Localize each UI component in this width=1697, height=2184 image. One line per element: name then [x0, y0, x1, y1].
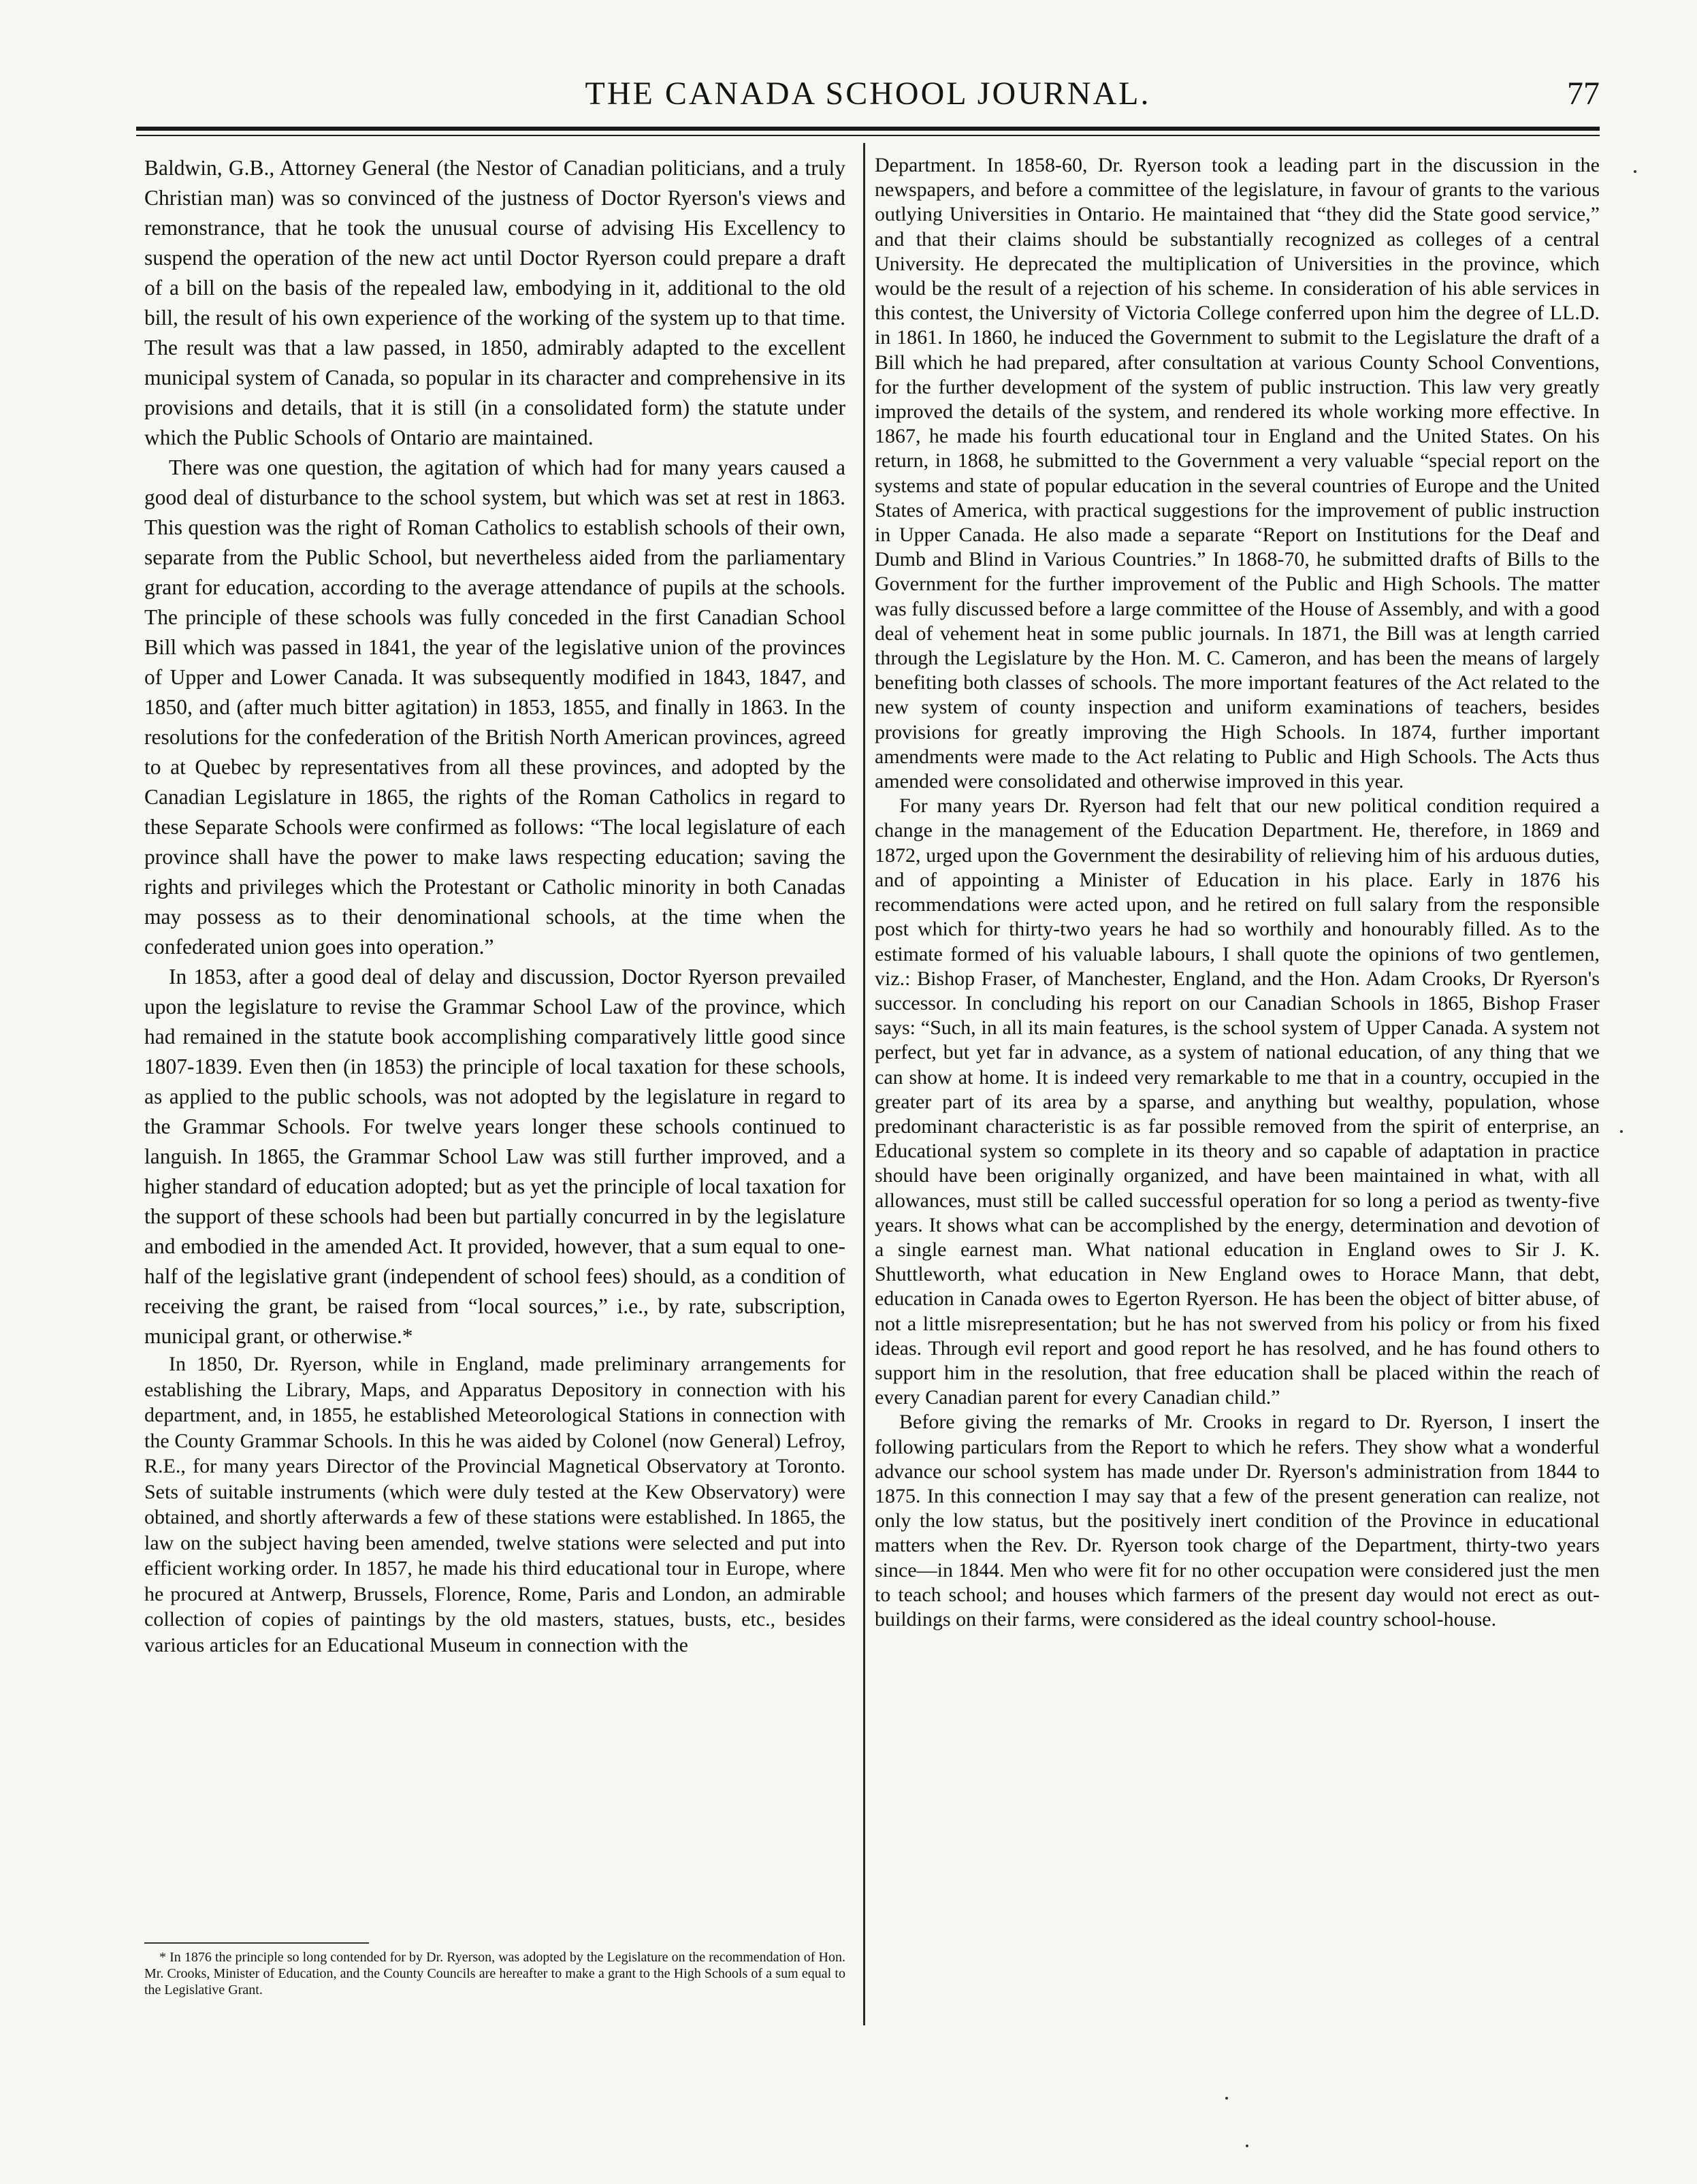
running-header	[136, 67, 1600, 121]
header-rule-thin	[136, 135, 1600, 136]
left-paragraph-3: In 1853, after a good deal of delay and discussion, Doctor Ryerson prevailed upon the legislature to revise the Grammar School Law of the province, which had remained in the statute book accomplishing comparatively little good since 1807-1839. Even then (in 1853) the principle of local taxation for these schools, as applied to the public schools, was not adopted by the legislature in regard to the Grammar Schools. For twelve years longer these schools continued to languish. In 1865, the Grammar School Law was still further improved, and a higher standard of education adopted; but as yet the principle of local taxation for the support of these schools had been but partially concurred in by the legislature and embodied in the amended Act. It provided, however, that a sum equal to one-half of the legislative grant (independent of school fees) should, as a condition of receiving the grant, be raised from “local sources,” i.e., by rate, subscription, municipal grant, or otherwise.*	[144, 965, 845, 1348]
print-speck	[1620, 1130, 1623, 1133]
left-column	[144, 153, 845, 1658]
right-paragraph-2: For many years Dr. Ryerson had felt that our new political condition required a change in the management of the Education Department. He, therefore, in 1869 and 1872, urged upon the Government the desirability of relieving him of his arduous duties, and of appointing a Minister of Education in his place. Early in 1876 his recommendations were acted upon, and he retired on full salary from the responsible post which for thirty-two years he had so worthily and honourably filled. As to the estimate formed of his valuable labours, I shall quote the opinions of two gentlemen, viz.: Bishop Fraser, of Manchester, England, and the Hon. Adam Crooks, Dr Ryerson's successor. In concluding his report on our Canadian Schools in 1865, Bishop Fraser says: “Such, in all its main features, is the school system of Upper Canada. A system not perfect, but yet far in advance, as a system of national education, of any thing that we can show at home. It is indeed very remarkable to me that in a country, occupied in the greater part of its area by a sparse, and anything but wealthy, population, whose predominant characteristic is as far possible removed from the spirit of enterprise, an Educational system so complete in its theory and so capable of adaptation in practice should have been originally organized, and have been maintained in what, with all allowances, must still be called successful operation for so long a period as twenty-five years. It shows what can be accomplished by the energy, determination and devotion of a single earnest man. What national education in England owes to Sir J. K. Shuttleworth, what education in New England owes to Horace Mann, that debt, education in Canada owes to Egerton Ryerson. He has been the object of bitter abuse, of not a little misrepresentation; but he has not swerved from his policy or from his fixed ideas. Through evil report and good report he has resolved, and he has found others to support him in the resolution, that free education shall be placed within the reach of every Canadian parent for every Canadian child.”	[875, 794, 1600, 1409]
left-paragraph-1: Baldwin, G.B., Attorney General (the Nestor of Canadian politicians, and a truly Christian man) was so convinced of the justness of Doctor Ryerson's views and remonstrance, that he took the unusual course of advising His Excellency to suspend the operation of the new act until Doctor Ryerson could prepare a draft of a bill on the basis of the repealed law, embodying in it, additional to the old bill, the result of his own experience of the working of the system up to that time. The result was that a law passed, in 1850, admirably adapted to the excellent municipal system of Canada, so popular in its character and comprehensive in its provisions and details, that it is still (in a consolidated form) the statute under which the Public Schools of Ontario are maintained.	[144, 156, 845, 449]
print-speck	[1634, 170, 1636, 173]
header-rule-thick	[136, 127, 1600, 131]
column-divider	[863, 143, 865, 2025]
footnote-rule	[144, 1942, 369, 1944]
print-speck	[1246, 2145, 1248, 2147]
page-number: 77	[1567, 76, 1600, 112]
right-paragraph-3: Before giving the remarks of Mr. Crooks in regard to Dr. Ryerson, I insert the following particulars from the Report to which he refers. They show what a wonderful advance our school system has made under Dr. Ryerson's administration from 1844 to 1875. In this connection I may say that a few of the present generation can realize, not only the low status, but the positively inert condition of the Province in educational matters when the Rev. Dr. Ryerson took charge of the Department, thirty-two years since—in 1844. Men who were fit for no other occupation were considered just the men to teach school; and houses which farmers of the present day would not erect as out-buildings on their farms, were considered as the ideal country school-house.	[875, 1411, 1600, 1631]
journal-title: THE CANADA SCHOOL JOURNAL.	[585, 76, 1151, 112]
footnote: * In 1876 the principle so long contended for by Dr. Ryerson, was adopted by the Legislature on the recommendation of Hon. Mr. Crooks, Minister of Education, and the County Councils are hereafter to make a grant to the High Schools of a sum equal to the Legislative Grant.	[144, 1950, 845, 1997]
left-paragraph-4: In 1850, Dr. Ryerson, while in England, made preliminary arrangements for establishing the Library, Maps, and Apparatus Depository in connection with his department, and, in 1855, he established Meteorological Stations in connection with the County Grammar Schools. In this he was aided by Colonel (now General) Lefroy, R.E., for many years Director of the Provincial Magnetical Observatory at Toronto. Sets of suitable instruments (which were duly tested at the Kew Observatory) were obtained, and shortly afterwards a few of these stations were established. In 1865, the law on the subject having been amended, twelve stations were selected and put into efficient working order. In 1857, he made his third educational tour in Europe, where he procured at Antwerp, Brussels, Florence, Rome, Paris and London, an admirable collection of copies of paintings by the old masters, statues, busts, etc., besides various articles for an Educational Museum in connection with the	[144, 1353, 845, 1656]
right-column	[875, 153, 1600, 1632]
right-paragraph-1: Department. In 1858-60, Dr. Ryerson took a leading part in the discussion in the newspapers, and before a committee of the legislature, in favour of grants to the various outlying Universities in Ontario. He maintained that “they did the State good service,” and that their claims should be substantially recognized as colleges of a central University. He deprecated the multiplication of Universities in the province, which would be the result of a rejection of his scheme. In consideration of his able services in this contest, the University of Victoria College conferred upon him the degree of LL.D. in 1861. In 1860, he induced the Government to submit to the Legislature the draft of a Bill which he had prepared, after consultation at various County School Conventions, for the further development of the system of public instruction. This law very greatly improved the details of the system, and rendered its whole working more effective. In 1867, he made his fourth educational tour in England and the United States. On his return, in 1868, he submitted to the Government a very valuable “special report on the systems and state of popular education in the several countries of Europe and the United States of America, with practical suggestions for the improvement of public instruction in Upper Canada. He also made a separate “Report on Institutions for the Deaf and Dumb and Blind in Various Countries.” In 1868-70, he submitted drafts of Bills to the Government for the further improvement of the Public and High Schools. The matter was fully discussed before a large committee of the House of Assembly, and with a good deal of vehement heat in some public journals. In 1871, the Bill was at length carried through the Legislature by the Hon. M. C. Cameron, and has been the means of largely benefiting both classes of schools. The more important features of the Act related to the new system of county inspection and uniform examinations of teachers, besides provisions for greatly improving the High Schools. In 1874, further important amendments were made to the Act relating to Public and High Schools. The Acts thus amended were consolidated and otherwise improved in this year.	[875, 154, 1600, 793]
left-paragraph-2: There was one question, the agitation of which had for many years caused a good deal of disturbance to the school system, but which was set at rest in 1863. This question was the right of Roman Catholics to establish schools of their own, separate from the Public School, but nevertheless aided from the parliamentary grant for education, according to the average attendance of pupils at the schools. The principle of these schools was fully conceded in the first Canadian School Bill which was passed in 1841, the year of the legislative union of the provinces of Upper and Lower Canada. It was subsequently modified in 1843, 1847, and 1850, and (after much bitter agitation) in 1853, 1855, and finally in 1863. In the resolutions for the confederation of the British North American provinces, agreed to at Quebec by representatives from all these provinces, and adopted by the Canadian Legislature in 1865, the rights of the Roman Catholics in regard to these Separate Schools were confirmed as follows: “The local legislature of each province shall have the power to make laws respecting education; saving the rights and privileges which the Protestant or Catholic minority in both Canadas may possess as to their denominational schools, at the time when the confederated union goes into operation.”	[144, 455, 845, 959]
print-speck	[1225, 2097, 1228, 2100]
